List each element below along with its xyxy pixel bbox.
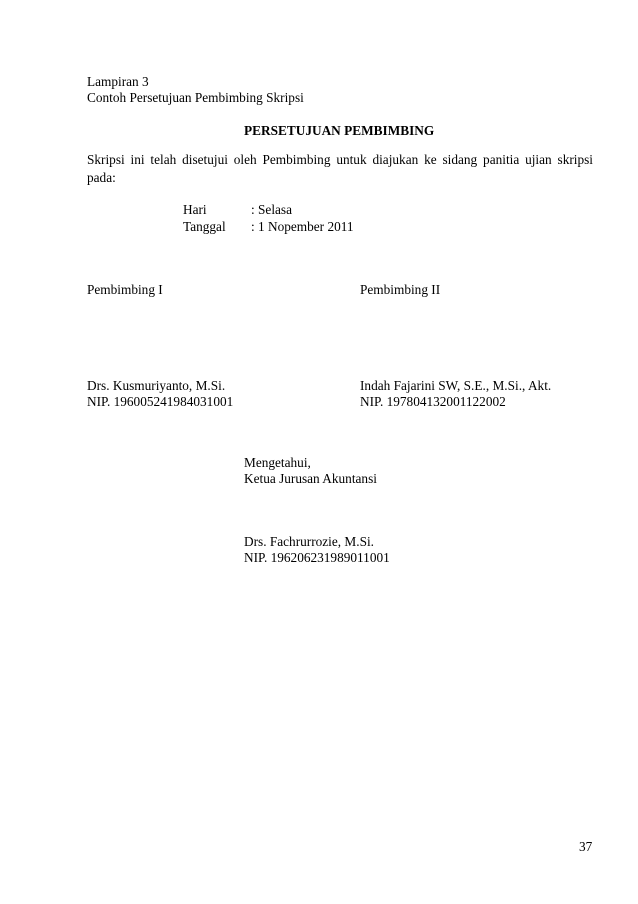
acknowledgement-nip: NIP. 196206231989011001 (244, 550, 390, 565)
supervisor-2-role: Pembimbing II (360, 282, 441, 297)
supervisor-1-role: Pembimbing I (87, 282, 163, 297)
supervisor-2-nip: NIP. 197804132001122002 (360, 394, 506, 409)
supervisor-2-name: Indah Fajarini SW, S.E., M.Si., Akt. (360, 378, 552, 393)
acknowledgement-label: Mengetahui, (244, 455, 311, 470)
acknowledgement-position: Ketua Jurusan Akuntansi (244, 471, 377, 486)
schedule-date-row (183, 218, 354, 235)
schedule-day-row (183, 201, 292, 218)
schedule-date-label: Tanggal (183, 219, 226, 234)
approval-statement-line-2: pada: (87, 170, 116, 185)
schedule-day-value: : Selasa (251, 202, 292, 217)
schedule-date-value: : 1 Nopember 2011 (251, 219, 354, 234)
supervisor-1-nip: NIP. 196005241984031001 (87, 394, 234, 409)
schedule-day-label: Hari (183, 202, 207, 217)
page-number: 37 (579, 839, 593, 854)
appendix-label: Lampiran 3 (87, 74, 149, 89)
approval-statement (87, 151, 593, 187)
page-title: PERSETUJUAN PEMBIMBING (244, 123, 435, 138)
appendix-title: Contoh Persetujuan Pembimbing Skripsi (87, 90, 304, 105)
approval-statement-line-1: Skripsi ini telah disetujui oleh Pembimbing untuk diajukan ke sidang panitia ujian skripsi (87, 152, 593, 167)
acknowledgement-name: Drs. Fachrurrozie, M.Si. (244, 534, 374, 549)
supervisor-1-name: Drs. Kusmuriyanto, M.Si. (87, 378, 226, 393)
